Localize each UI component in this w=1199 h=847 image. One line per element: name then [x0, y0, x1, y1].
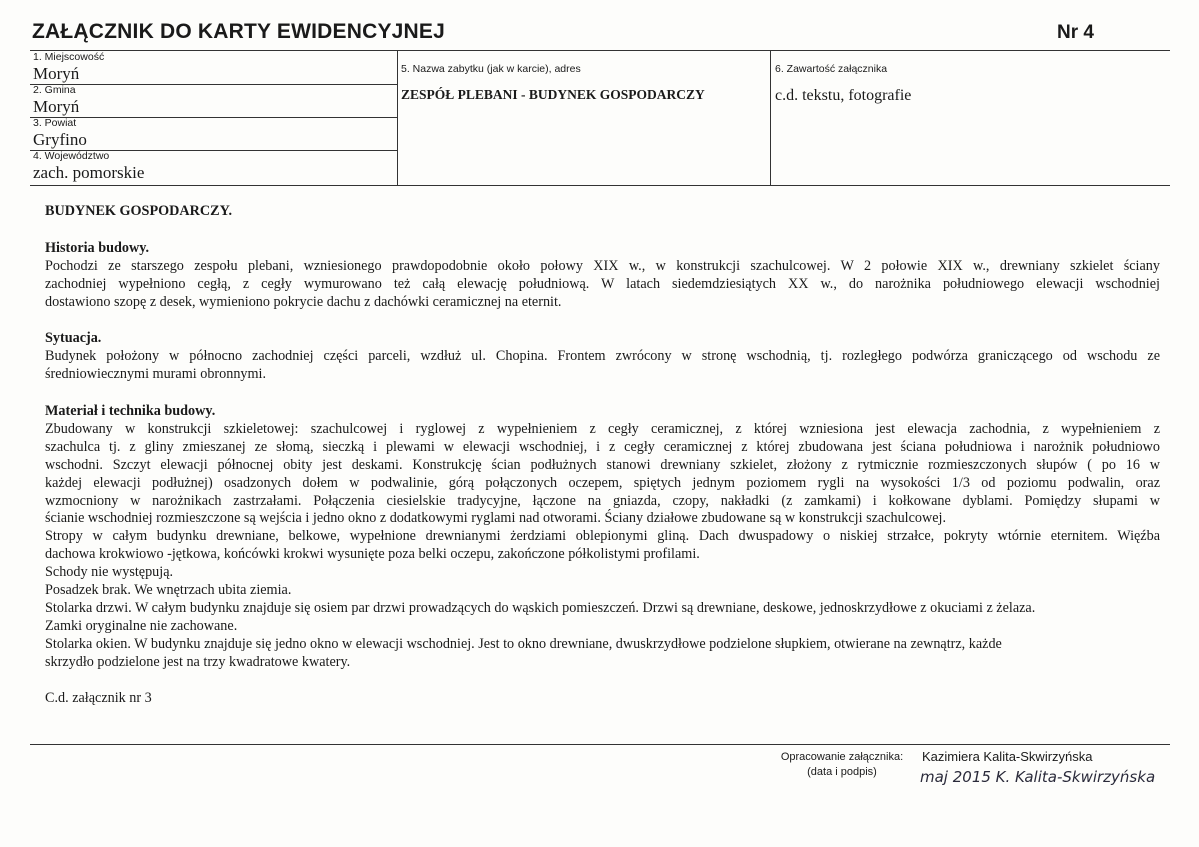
- field-value-zawartosc: c.d. tekstu, fotografie: [775, 87, 912, 104]
- field-label-powiat: 3. Powiat: [33, 117, 77, 129]
- field-label-wojewodztwo: 4. Województwo: [33, 150, 110, 162]
- section-heading: Sytuacja.: [45, 330, 102, 347]
- field-value-miejscowosc: Moryń: [33, 64, 80, 83]
- footer-sublabel: (data i podpis): [807, 766, 877, 778]
- field-label-zawartosc: 6. Zawartość załącznika: [775, 63, 888, 75]
- field-label-miejscowosc: 1. Miejscowość: [33, 51, 105, 63]
- spacer: [45, 221, 1160, 240]
- text-line: Pochodzi ze starszego zespołu plebani, wzniesionego prawdopodobnie około połowy XIX w., w konstrukcji szachulcowej. W 2 połowie XIX w., drewniany szkielet ściany: [45, 257, 1160, 274]
- text-line: średniowiecznymi murami obronnymi.: [45, 366, 267, 383]
- text-line: C.d. załącznik nr 3: [45, 690, 152, 707]
- text-line: Stropy w całym budynku drewniane, belkowe, wypełnione drewnianymi żerdziami oblepionymi gliną. Dach dwuspadowy o niskiej strzałce, pokryty wtórnie eternitem. Więźba: [45, 528, 1160, 545]
- text-line: Zbudowany w konstrukcji szkieletowej: szachulcowej i ryglowej z wypełnieniem z cegły ceramicznej, z której wzniesiona jest elewacja zachodnia, z wypełnieniem z: [45, 421, 1160, 438]
- text-line: Schody nie występują.: [45, 564, 174, 581]
- handwritten-signature: maj 2015 K. Kalita-Skwirzyńska: [920, 768, 1156, 786]
- section-heading: Materiał i technika budowy.: [45, 403, 216, 420]
- text-line: wzmocniony w narożnikach zastrzałami. Połączenia ciesielskie tradycyjne, łączone na gniazda, czopy, nakładki (z zamkami) i kołkowane dyblami. Pomiędzy słupami w: [45, 492, 1160, 509]
- field-value-wojewodztwo: zach. pomorskie: [33, 163, 145, 182]
- spacer: [45, 671, 1160, 690]
- document-title: ZAŁĄCZNIK DO KARTY EWIDENCYJNEJ: [32, 20, 446, 43]
- text-line: ścianie wschodniej rozmieszczone są wejścia i jedno okno z dodatkowymi ryglami nad otworami. Ściany działowe zbudowane są w konstrukcji szachulcowej.: [45, 510, 947, 527]
- text-line: wschodni. Szczyt elewacji północnej obity jest deskami. Konstrukcję ścian podłużnych stanowi drewniany szkielet, złożony z rytmicznie rozmieszczonych słupów ( po 16 w: [45, 456, 1160, 473]
- text-line: skrzydło podzielone jest na trzy kwadratowe kwatery.: [45, 653, 351, 670]
- text-line: szachulca tj. z gliny zmieszanej ze słomą, sieczką i plewami w elewacji wschodniej, i z cegły ceramicznej z której zbudowana jest ściana południowa i narożnik południowo: [45, 438, 1160, 455]
- text-line: Stolarka drzwi. W całym budynku znajduje się osiem par drzwi prowadzących do wąskich pomieszczeń. Drzwi są drewniane, deskowe, jednoskrzydłowe z okuciami z żelaza.: [45, 599, 1036, 616]
- footer-divider: [30, 744, 1170, 745]
- text-line: Budynek położony w północno zachodniej części parceli, wzdłuż ul. Chopina. Frontem zwrócony w stronę wschodnią, tj. rozległego podwórza graniczącego od wschodu ze: [45, 348, 1160, 365]
- section-heading: BUDYNEK GOSPODARCZY.: [45, 203, 233, 219]
- footer-label: Opracowanie załącznika:: [780, 751, 904, 763]
- field-value-gmina: Moryń: [33, 97, 80, 116]
- text-line: każdej elewacji podłużnej) osadzonych dołem w podwalinie, górą połączonych oczepem, spiętych jednym poziomem rygli na wysokości 1/3 od poziomu podwalin, oraz: [45, 474, 1160, 491]
- field-label-gmina: 2. Gmina: [33, 84, 76, 96]
- text-line: Posadzek brak. We wnętrzach ubita ziemia.: [45, 582, 292, 599]
- text-line: zachodniej wypełniono cegłą, z cegły wymurowano też całą elewację południową. W latach siedemdziesiątych XX w., do narożnika południowego elewacji wschodniej: [45, 275, 1160, 292]
- text-line: dostawiono szopę z desek, wymieniono pokrycie dachu z dachówki ceramicznej na eternit.: [45, 293, 562, 310]
- section-heading: Historia budowy.: [45, 239, 150, 256]
- text-line: dachowa krokwiowo -jętkowa, końcówki krokwi wysunięte poza belki oczepu, zakończone półkolistymi profilami.: [45, 546, 700, 563]
- document-body: [45, 203, 1160, 708]
- text-line: Zamki oryginalne nie zachowane.: [45, 617, 238, 634]
- text-line: Stolarka okien. W budynku znajduje się jedno okno w elewacji wschodniej. Jest to okno drewniane, dwuskrzydłowe podzielone słupkiem, otwierane na zewnątrz, każde: [45, 635, 1002, 652]
- spacer: [45, 384, 1160, 403]
- field-value-nazwa: ZESPÓŁ PLEBANI - BUDYNEK GOSPODARCZY: [401, 87, 705, 102]
- column-divider: [770, 50, 771, 185]
- field-value-powiat: Gryfino: [33, 130, 87, 149]
- row-divider: [30, 84, 397, 85]
- attachment-number: Nr 4: [1057, 22, 1094, 43]
- table-bottom-border: [30, 185, 1170, 186]
- spacer: [45, 311, 1160, 330]
- row-divider: [30, 117, 397, 118]
- table-top-border: [30, 50, 1170, 51]
- author-name: Kazimiera Kalita-Skwirzyńska: [922, 749, 1093, 764]
- column-divider: [397, 50, 398, 185]
- field-label-nazwa: 5. Nazwa zabytku (jak w karcie), adres: [401, 63, 581, 75]
